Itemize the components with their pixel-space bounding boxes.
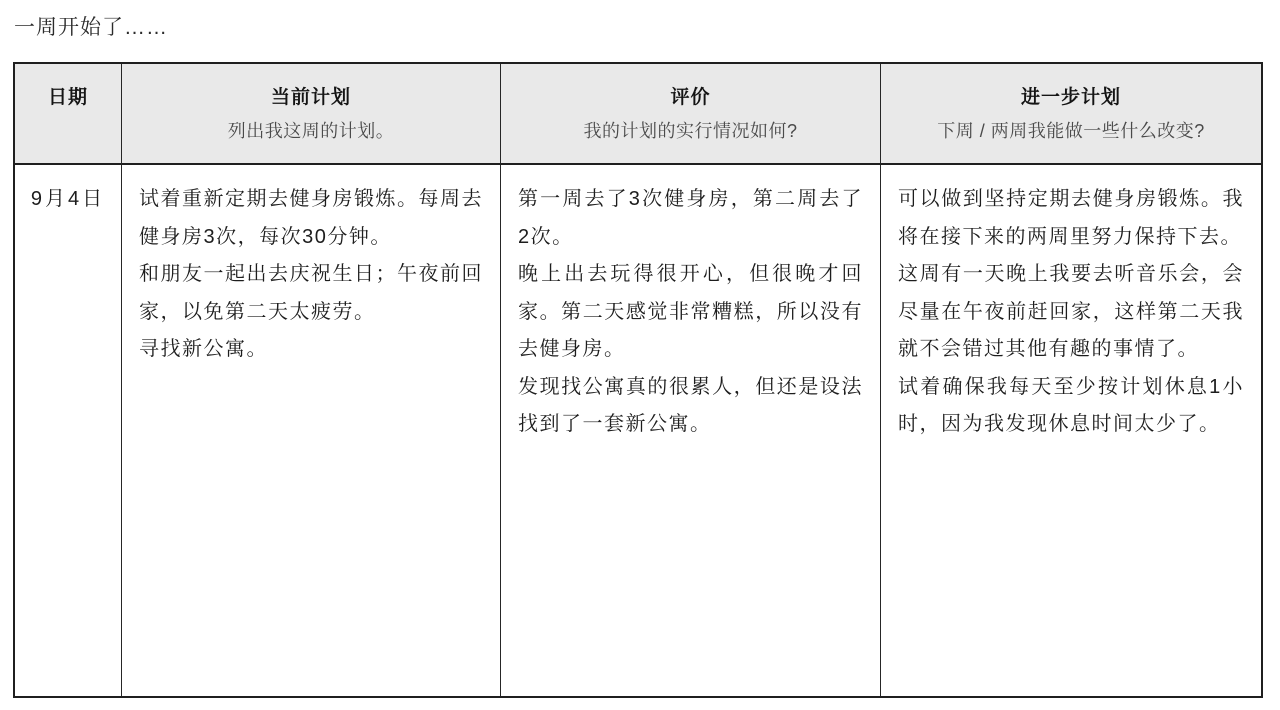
header-cell-current-plan [122,64,501,165]
weekly-plan-table [13,62,1263,698]
next-plan-paragraph: 可以做到坚持定期去健身房锻炼。我将在接下来的两周里努力保持下去。 [898,188,1244,248]
evaluation-paragraph: 发现找公寓真的很累人，但还是设法找到了一套新公寓。 [518,375,863,435]
next-plan-paragraph: 这周有一天晚上我要去听音乐会，会尽量在午夜前赶回家，这样第二天我就不会错过其他有趣的事情了。 [898,263,1244,360]
column-subtitle-evaluation: 我的计划的实行情况如何? [583,121,798,141]
cell-date [15,165,122,696]
evaluation-paragraph: 第一周去了3次健身房，第二周去了2次。 [518,188,863,248]
evaluation-paragraph: 晚上出去玩得很开心，但很晚才回家。第二天感觉非常糟糕，所以没有去健身房。 [518,263,863,360]
column-subtitle-next-plan: 下周 / 两周我能做一些什么改变? [937,121,1205,141]
page-title: 一周开始了…… [14,16,168,39]
cell-current-plan [122,165,501,696]
header-cell-next-plan [881,64,1261,165]
cell-next-plan [881,165,1261,696]
column-subtitle-current-plan: 列出我这周的计划。 [227,121,395,141]
column-title-current-plan: 当前计划 [270,87,351,108]
header-cell-date [15,64,122,165]
next-plan-paragraph: 试着确保我每天至少按计划休息1小时，因为我发现休息时间太少了。 [898,375,1244,435]
header-cell-evaluation [501,64,881,165]
current-plan-paragraph: 和朋友一起出去庆祝生日；午夜前回家，以免第二天太疲劳。 [139,263,483,323]
current-plan-paragraph: 试着重新定期去健身房锻炼。每周去健身房3次，每次30分钟。 [139,188,483,248]
column-title-evaluation: 评价 [670,87,711,108]
date-value: 9月4日 [30,188,106,210]
current-plan-paragraph: 寻找新公寓。 [139,338,268,360]
column-title-next-plan: 进一步计划 [1020,87,1121,108]
cell-evaluation [501,165,881,696]
column-title-date: 日期 [47,87,88,108]
